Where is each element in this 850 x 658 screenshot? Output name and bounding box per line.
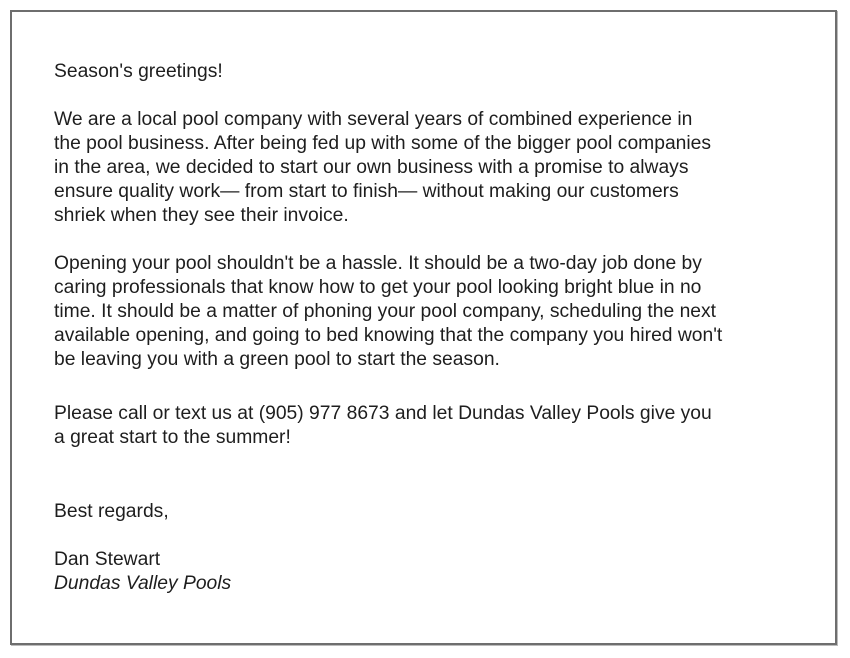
signature-company: Dundas Valley Pools: [54, 573, 232, 594]
text-line: in the area, we decided to start our own business with a promise to always: [54, 157, 689, 178]
text-line: be leaving you with a green pool to start the season.: [54, 349, 500, 370]
paragraph-intro: [54, 108, 711, 228]
text-line: Please call or text us at (905) 977 8673 and let Dundas Valley Pools give you: [54, 403, 712, 424]
paragraph-opening: [54, 252, 722, 372]
signature-name: Dan Stewart: [54, 549, 161, 570]
closing-text: Best regards,: [54, 501, 169, 522]
text-line: the pool business. After being fed up with some of the bigger pool companies: [54, 133, 712, 154]
signature: [54, 548, 231, 596]
greeting-text: Season's greetings!: [54, 61, 223, 82]
closing: [54, 500, 169, 524]
text-line: caring professionals that know how to get your pool looking bright blue in no: [54, 277, 702, 298]
paragraph-call-to-action: [54, 402, 712, 450]
text-line: available opening, and going to bed knowing that the company you hired won't: [54, 325, 723, 346]
text-line: Opening your pool shouldn't be a hassle. It should be a two-day job done by: [54, 253, 702, 274]
text-line: shriek when they see their invoice.: [54, 205, 349, 226]
text-line: ensure quality work— from start to finish— without making our customers: [54, 181, 679, 202]
text-line: We are a local pool company with several years of combined experience in: [54, 109, 693, 130]
text-line: a great start to the summer!: [54, 427, 291, 448]
greeting: [54, 60, 223, 84]
text-line: time. It should be a matter of phoning your pool company, scheduling the next: [54, 301, 717, 322]
